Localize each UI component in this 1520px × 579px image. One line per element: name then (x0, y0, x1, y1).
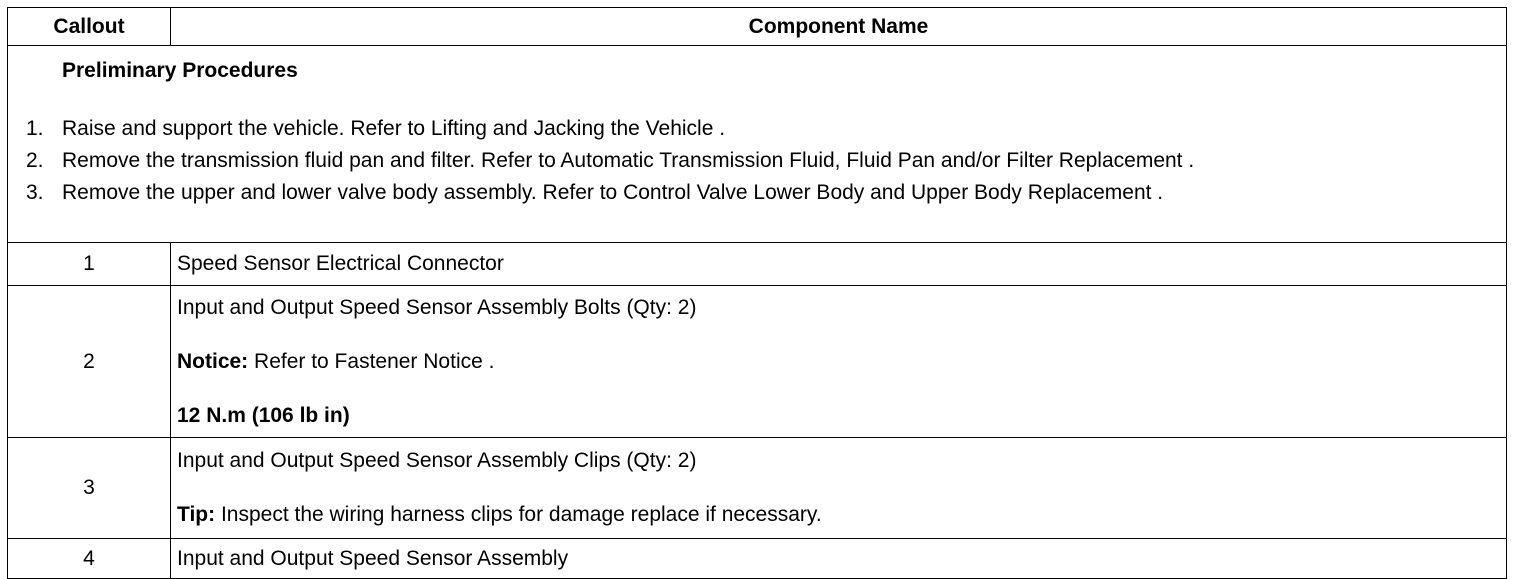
component-name: Input and Output Speed Sensor Assembly (177, 546, 569, 570)
header-callout: Callout (8, 8, 171, 46)
preliminary-cell (8, 46, 1507, 243)
procedure-table-container (7, 7, 1507, 579)
callout-cell: 4 (8, 539, 171, 579)
table-row (8, 243, 1507, 286)
tip-text: Inspect the wiring harness clips for damage replace if necessary. (215, 503, 822, 526)
step-number: 3. (26, 181, 44, 204)
component-name: Speed Sensor Electrical Connector (177, 252, 504, 275)
component-name-cell (171, 286, 1507, 438)
notice-label: Notice: (177, 349, 249, 373)
notice-text: Refer to Fastener Notice . (248, 349, 495, 373)
step-item (8, 145, 1506, 177)
notice-line (177, 349, 1506, 375)
tip-label: Tip: (177, 503, 216, 526)
procedure-table (7, 7, 1507, 579)
table-row (8, 286, 1507, 438)
step-item (8, 113, 1506, 145)
component-name-cell (171, 438, 1507, 539)
torque-spec: 12 N.m (106 lb in) (177, 403, 350, 427)
step-text: Raise and support the vehicle. Refer to Lifting and Jacking the Vehicle . (62, 117, 726, 140)
table-row (8, 438, 1507, 539)
component-name-cell (171, 539, 1507, 579)
step-text: Remove the upper and lower valve body assembly. Refer to Control Valve Lower Body and Upper Body Replacement . (62, 181, 1164, 204)
component-name: Input and Output Speed Sensor Assembly Bolts (Qty: 2) (177, 295, 697, 319)
table-row (8, 539, 1507, 579)
preliminary-row (8, 46, 1507, 243)
step-number: 2. (26, 149, 44, 172)
header-component-name: Component Name (171, 8, 1507, 46)
callout-cell: 3 (8, 438, 171, 539)
step-item (8, 177, 1506, 209)
preliminary-title: Preliminary Procedures (62, 59, 298, 82)
component-name: Input and Output Speed Sensor Assembly Clips (Qty: 2) (177, 449, 697, 472)
callout-cell: 1 (8, 243, 171, 286)
component-name-cell (171, 243, 1507, 286)
callout-cell: 2 (8, 286, 171, 438)
preliminary-steps (8, 113, 1506, 209)
step-number: 1. (26, 117, 44, 140)
tip-line (177, 502, 1506, 528)
step-text: Remove the transmission fluid pan and filter. Refer to Automatic Transmission Fluid, Fluid Pan and/or Filter Replacement . (62, 149, 1195, 172)
table-header-row (8, 8, 1507, 46)
